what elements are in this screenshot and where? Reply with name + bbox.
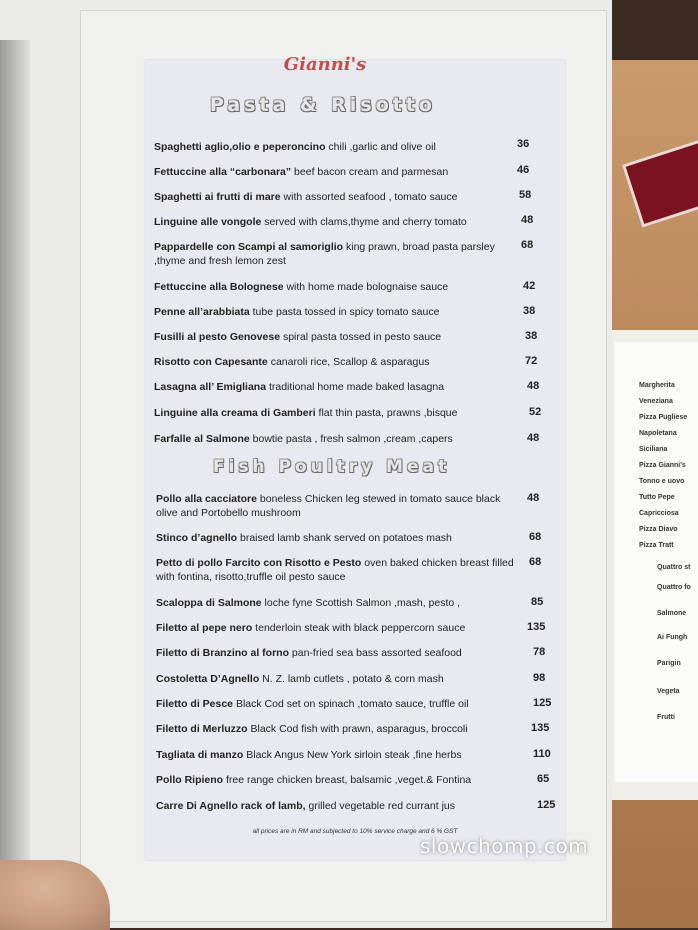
restaurant-logo: Gianni's [283, 54, 367, 75]
dish-name: Pollo Ripieno [156, 774, 224, 786]
pizza-item: Tutto Pepe [639, 494, 675, 501]
dish-price: 110 [533, 748, 551, 760]
dish-name: Pappardelle con Scampi al samoriglio [154, 241, 344, 253]
pizza-item: Vegeta [657, 688, 680, 695]
dish-description: tenderloin steak with black peppercorn sauce [252, 622, 466, 634]
menu-item [154, 432, 514, 446]
menu-item [156, 596, 516, 610]
pizza-item: Quattro st [657, 564, 691, 571]
pizza-item: Parigin [657, 660, 681, 667]
dish-name: Linguine alle vongole [154, 216, 262, 228]
section-title-mains: Fish Poultry Meat [213, 457, 451, 477]
menu-item [156, 672, 516, 686]
menu-item [156, 492, 516, 520]
dish-name: Pollo alla cacciatore [156, 493, 257, 505]
dish-description: Black Cod fish with prawn, asparagus, broccoli [247, 723, 468, 735]
dish-price: 68 [521, 239, 534, 251]
menu-item [156, 531, 516, 545]
pizza-item: Napoletana [639, 430, 677, 437]
dish-price: 135 [527, 621, 546, 633]
pizza-item: Siciliana [639, 446, 668, 453]
dish-name: Lasagna all’ Emigliana [154, 381, 267, 393]
dish-description: boneless Chicken leg stewed in tomato sauce black olive and Portobello mushroom [156, 493, 501, 519]
menu-item [154, 355, 514, 369]
dish-name: Tagliata di manzo [156, 749, 244, 761]
menu-item [156, 773, 516, 787]
dish-description: tube pasta tossed in spicy tomato sauce [249, 306, 440, 318]
dish-name: Filetto di Merluzzo [156, 723, 248, 735]
watermark: slowchomp.com [420, 834, 589, 858]
dish-description: braised lamb shank served on potatoes mash [237, 532, 452, 544]
dish-price: 36 [517, 138, 530, 150]
dish-price: 42 [523, 280, 536, 292]
dish-name: Costoletta D’Agnello [156, 673, 260, 685]
dish-description: Black Angus New York sirloin steak ,fine herbs [243, 749, 462, 761]
menu-item [156, 556, 516, 584]
menu-item [154, 305, 514, 319]
dish-price: 46 [517, 164, 530, 176]
dish-description: Black Cod set on spinach ,tomato sauce, truffle oil [233, 698, 469, 710]
dish-name: Stinco d’agnello [156, 532, 238, 544]
dish-price: 38 [523, 305, 536, 317]
menu-item [156, 722, 516, 736]
dish-name: Spaghetti ai frutti di mare [154, 191, 281, 203]
dish-name: Filetto al pepe nero [156, 622, 253, 634]
menu-item [154, 380, 514, 394]
menu-item [154, 406, 514, 420]
dish-description: with assorted seafood , tomato sauce [280, 191, 458, 203]
pizza-item: Pizza Diavo [639, 526, 678, 533]
menu-item [156, 799, 516, 813]
dish-name: Spaghetti aglio,olio e peperoncino [154, 141, 326, 153]
dish-name: Linguine alla creama di Gamberi [154, 407, 316, 419]
pizza-item: Capricciosa [639, 510, 679, 517]
pizza-menu-sheet [615, 342, 698, 782]
dish-description: N. Z. lamb cutlets , potato & corn mash [259, 673, 444, 685]
pizza-item: Frutti [657, 714, 675, 721]
section-title-pasta: Pasta & Risotto [210, 94, 436, 116]
dish-price: 125 [533, 697, 552, 709]
menu-sheet [145, 54, 565, 860]
dish-price: 68 [529, 556, 542, 568]
dish-price: 48 [527, 432, 540, 444]
menu-item [156, 621, 516, 635]
dish-description: loche fyne Scottish Salmon ,mash, pesto , [261, 597, 461, 609]
dish-description: canaroli rice, Scallop & asparagus [267, 356, 430, 368]
dish-name: Fettuccine alla Bolognese [154, 281, 284, 293]
menu-item [154, 280, 514, 294]
dish-price: 52 [529, 406, 542, 418]
menu-item [154, 140, 514, 154]
dish-name: Penne all’arabbiata [154, 306, 250, 318]
dish-price: 48 [521, 214, 534, 226]
menu-item [154, 215, 514, 229]
dish-name: Farfalle al Salmone [154, 433, 250, 445]
pizza-item: Salmone [657, 610, 687, 617]
price-footnote: all prices are in RM and subjected to 10% service charge and 6 % GST [252, 828, 458, 835]
pizza-item: Veneziana [639, 398, 673, 405]
dish-price: 68 [529, 531, 542, 543]
dish-description: traditional home made baked lasagna [266, 381, 445, 393]
menu-item [156, 646, 516, 660]
dish-name: Carre Di Agnello rack of lamb, [156, 800, 306, 812]
pizza-item: Pizza Gianni's [639, 462, 686, 469]
folder-spine [0, 40, 30, 928]
pizza-item: Ai Fungh [657, 634, 688, 641]
dish-description: flat thin pasta, prawns ,bisque [315, 407, 458, 419]
menu-item [154, 240, 514, 268]
dish-price: 85 [531, 596, 544, 608]
dish-name: Risotto con Capesante [154, 356, 268, 368]
dish-description: grilled vegetable red currant jus [305, 800, 455, 812]
dish-price: 38 [525, 330, 538, 342]
dish-name: Filetto di Pesce [156, 698, 234, 710]
menu-item [156, 748, 516, 762]
dish-price: 48 [527, 492, 540, 504]
dish-description: served with clams,thyme and cherry tomato [261, 216, 467, 228]
dish-price: 98 [533, 672, 546, 684]
dish-name: Fusilli al pesto Genovese [154, 331, 281, 343]
menu-item [154, 330, 514, 344]
dish-name: Scaloppa di Salmone [156, 597, 262, 609]
dish-price: 65 [537, 773, 550, 785]
dish-description: spiral pasta tossed in pesto sauce [280, 331, 442, 343]
dish-description: king prawn, broad pasta parsley ,thyme and fresh lemon zest [154, 241, 495, 267]
dish-name: Filetto di Branzino al forno [156, 647, 289, 659]
dish-description: chili ,garlic and olive oil [325, 141, 436, 153]
menu-item [154, 165, 514, 179]
pizza-item: Pizza Tratt [639, 542, 674, 549]
dish-name: Fettuccine alla “carbonara” [154, 166, 292, 178]
dish-description: bowtie pasta , fresh salmon ,cream ,capers [249, 433, 453, 445]
second-menu-page [605, 330, 698, 800]
menu-item [154, 190, 514, 204]
pizza-item: Tonno e uovo [639, 478, 685, 485]
pizza-item: Pizza Pugliese [639, 414, 688, 421]
dish-description: pan-fried sea bass assorted seafood [289, 647, 462, 659]
dish-price: 72 [525, 355, 538, 367]
dish-price: 125 [537, 799, 556, 811]
pizza-item: Margherita [639, 382, 675, 389]
dish-price: 78 [533, 646, 546, 658]
dish-description: beef bacon cream and parmesan [291, 166, 449, 178]
dish-description: oven baked chicken breast filled with fontina, risotto,truffle oil pesto sauce [156, 557, 514, 583]
dish-description: free range chicken breast, balsamic ,veget.& Fontina [223, 774, 472, 786]
dish-price: 58 [519, 189, 532, 201]
dish-price: 135 [531, 722, 550, 734]
dish-name: Petto di pollo Farcito con Risotto e Pesto [156, 557, 362, 569]
menu-item [156, 697, 516, 711]
dish-description: with home made bolognaise sauce [283, 281, 449, 293]
pizza-item: Quattro fo [657, 584, 691, 591]
dish-price: 48 [527, 380, 540, 392]
